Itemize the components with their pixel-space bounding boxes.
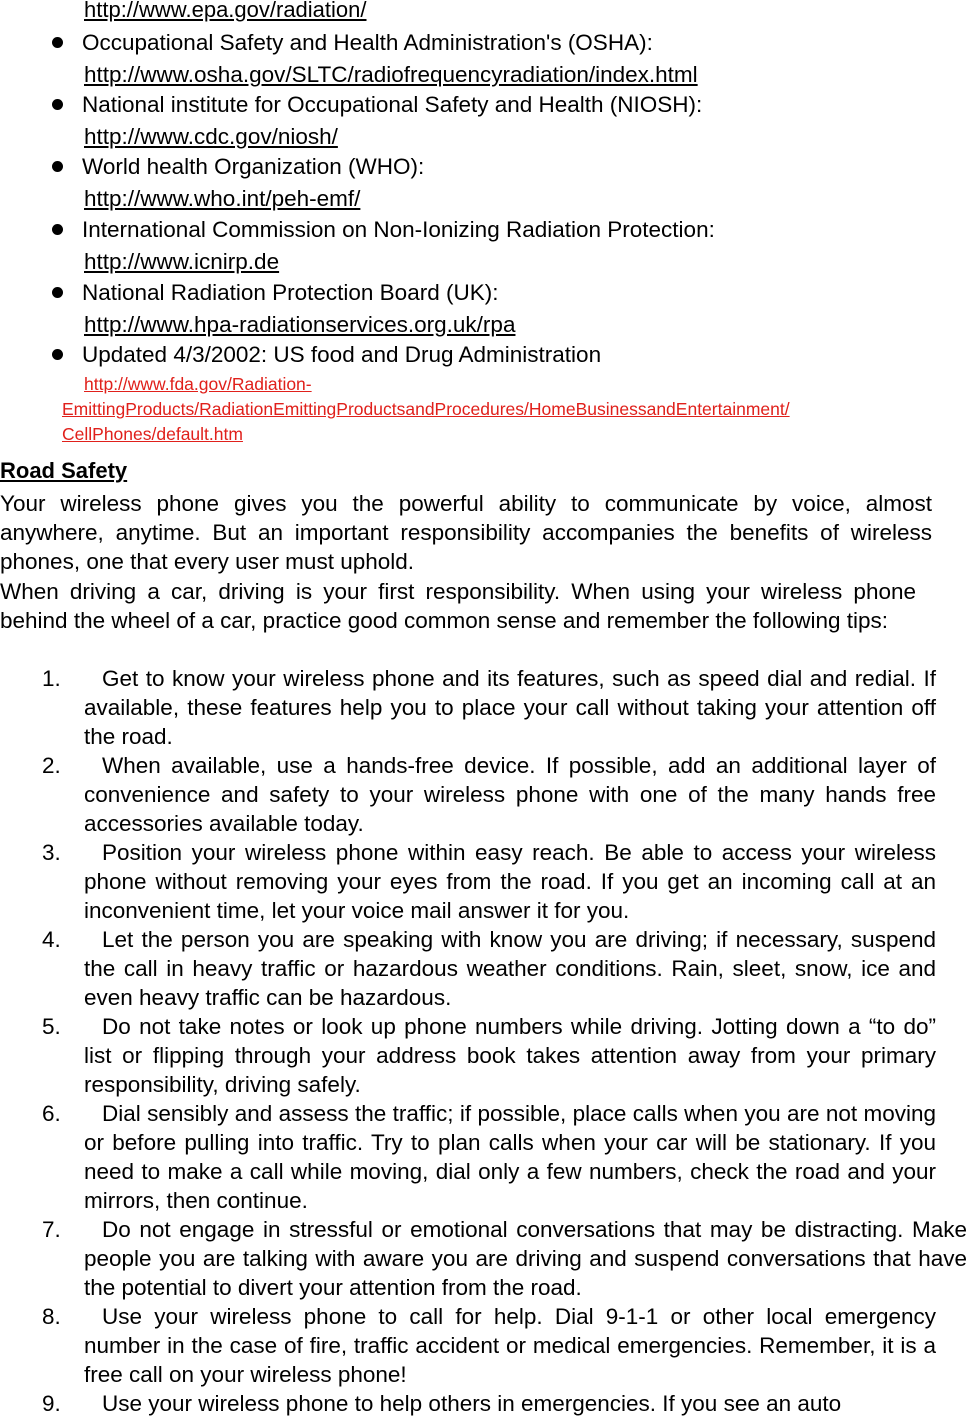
item-number: 5. bbox=[42, 1014, 61, 1039]
resource-label: International Commission on Non-Ionizing Radiation Protection: bbox=[82, 217, 715, 242]
item-text: Use your wireless phone to help others in emergencies. If you see an auto bbox=[102, 1391, 842, 1416]
bullet-icon bbox=[52, 224, 63, 235]
item-text: Let the person you are speaking with know you are driving; if necessary, suspend the call in heavy traffic or hazardous weather conditions. Rain, sleet, snow, ice and even heavy traffic can be hazardous. bbox=[84, 927, 936, 1010]
item-text: Dial sensibly and assess the traffic; if possible, place calls when you are not moving or before pulling into traffic. Try to plan calls when your car will be stationary. If you need to make a call while moving, dial only a few numbers, check the road and your mirrors, then continue. bbox=[84, 1101, 936, 1213]
resource-label: National institute for Occupational Safety and Health (NIOSH): bbox=[82, 92, 703, 117]
bullet-icon bbox=[52, 37, 63, 48]
item-number: 4. bbox=[42, 927, 61, 952]
item-number: 6. bbox=[42, 1101, 61, 1126]
resource-label: National Radiation Protection Board (UK): bbox=[82, 280, 499, 305]
item-text: Use your wireless phone to call for help. Dial 9-1-1 or other local emergency number in the case of fire, traffic accident or medical emergencies. Remember, it is a free call on your wireless phone! bbox=[84, 1304, 936, 1387]
intro-paragraph: Your wireless phone gives you the powerful ability to communicate by voice, almost anywhere, anytime. But an important responsibility accompanies the benefits of wireless phones, one that every user must uphold. bbox=[0, 491, 932, 574]
item-text: Get to know your wireless phone and its features, such as speed dial and redial. If available, these features help you to place your call without taking your attention off the road. bbox=[84, 666, 936, 749]
list-item bbox=[0, 1215, 967, 1302]
nrpb-link[interactable]: http://www.hpa-radiationservices.org.uk/rpa bbox=[84, 312, 516, 337]
item-text: Do not take notes or look up phone numbers while driving. Jotting down a “to do” list or flipping through your address book takes attention away from your primary responsibility, driving safely. bbox=[84, 1014, 936, 1097]
who-link[interactable]: http://www.who.int/peh-emf/ bbox=[84, 186, 361, 211]
resource-item-nrpb bbox=[0, 278, 967, 337]
item-number: 7. bbox=[42, 1217, 61, 1242]
bullet-icon bbox=[52, 287, 63, 298]
section-heading: Road Safety bbox=[0, 458, 128, 483]
item-text: When available, use a hands-free device. If possible, add an additional layer of convenience and safety to your wireless phone with one of the many hands free accessories available today. bbox=[84, 753, 936, 836]
bullet-icon bbox=[52, 349, 63, 360]
intro-paragraph: When driving a car, driving is your first responsibility. When using your wireless phone behind the wheel of a car, practice good common sense and remember the following tips: bbox=[0, 579, 916, 633]
list-item bbox=[0, 1389, 936, 1418]
item-number: 3. bbox=[42, 840, 61, 865]
resource-label: Updated 4/3/2002: US food and Drug Administration bbox=[82, 342, 602, 367]
item-text: Do not engage in stressful or emotional conversations that may be distracting. Make people you are talking with aware you are driving and suspend conversations that have the potential to divert your attention from the road. bbox=[84, 1217, 967, 1300]
resource-label: Occupational Safety and Health Administration's (OSHA): bbox=[82, 30, 653, 55]
list-item bbox=[0, 664, 936, 751]
resource-item-osha bbox=[0, 28, 967, 87]
list-item bbox=[0, 1302, 936, 1389]
icnirp-link[interactable]: http://www.icnirp.de bbox=[84, 249, 280, 274]
fda-link-line-3[interactable]: CellPhones/default.htm bbox=[62, 424, 243, 444]
item-number: 1. bbox=[42, 666, 61, 691]
tips-list bbox=[0, 664, 967, 1418]
osha-link[interactable]: http://www.osha.gov/SLTC/radiofrequencyradiation/index.html bbox=[84, 62, 698, 87]
list-item bbox=[0, 1012, 936, 1099]
item-number: 2. bbox=[42, 753, 61, 778]
item-number: 8. bbox=[42, 1304, 61, 1329]
list-item bbox=[0, 751, 936, 838]
fda-link-line-1[interactable]: http://www.fda.gov/Radiation- bbox=[84, 374, 312, 394]
resource-item-icnirp bbox=[0, 215, 967, 274]
list-item bbox=[0, 1099, 936, 1215]
item-text: Position your wireless phone within easy reach. Be able to access your wireless phone without removing your eyes from the road. If you get an incoming call at an inconvenient time, let your voice mail answer it for you. bbox=[84, 840, 936, 923]
epa-link[interactable]: http://www.epa.gov/radiation/ bbox=[84, 0, 367, 22]
list-item bbox=[0, 925, 936, 1012]
resource-label: World health Organization (WHO): bbox=[82, 154, 425, 179]
fda-link-line-2[interactable]: EmittingProducts/RadiationEmittingProductsandProcedures/HomeBusinessandEntertainment/ bbox=[62, 399, 790, 419]
bullet-icon bbox=[52, 99, 63, 110]
item-number: 9. bbox=[42, 1391, 61, 1416]
niosh-link[interactable]: http://www.cdc.gov/niosh/ bbox=[84, 124, 338, 149]
resource-item-who bbox=[0, 152, 967, 211]
bullet-icon bbox=[52, 161, 63, 172]
fda-link-block bbox=[62, 372, 942, 447]
resource-item-fda bbox=[0, 340, 967, 371]
resource-item-niosh bbox=[0, 90, 967, 149]
list-item bbox=[0, 838, 936, 925]
